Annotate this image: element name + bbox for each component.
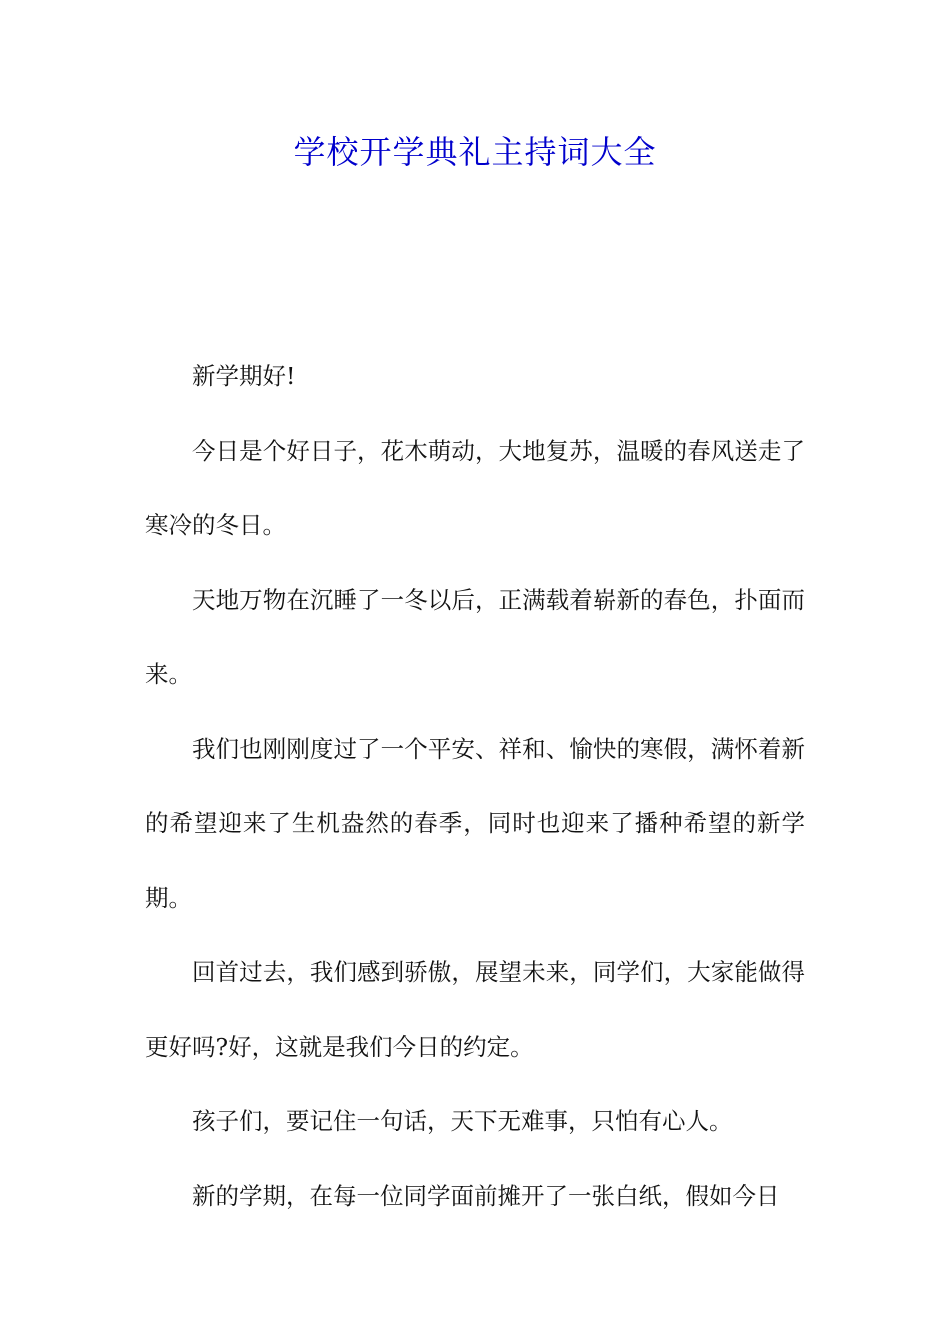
paragraph-promise: 回首过去，我们感到骄傲，展望未来，同学们，大家能做得更好吗?好，这就是我们今日的约定。	[145, 958, 805, 1061]
document-title: 学校开学典礼主持词大全	[293, 133, 657, 171]
paragraph-spring-day: 今日是个好日子，花木萌动，大地复苏，温暖的春风送走了寒冷的冬日。	[145, 436, 805, 539]
paragraph-white-paper: 新的学期，在每一位同学面前摊开了一张白纸，假如今日	[192, 1181, 780, 1210]
paragraph-new-semester: 我们也刚刚度过了一个平安、祥和、愉快的寒假，满怀着新的希望迎来了生机盎然的春季，同时也迎来了播种希望的新学期。	[145, 734, 805, 912]
paragraph-greeting: 新学期好!	[192, 362, 296, 390]
document-body	[145, 339, 805, 1233]
paragraph-motto: 孩子们，要记住一句话，天下无难事，只怕有心人。	[192, 1107, 733, 1135]
paragraph-spring-color: 天地万物在沉睡了一冬以后，正满载着崭新的春色，扑面而来。	[145, 585, 805, 688]
